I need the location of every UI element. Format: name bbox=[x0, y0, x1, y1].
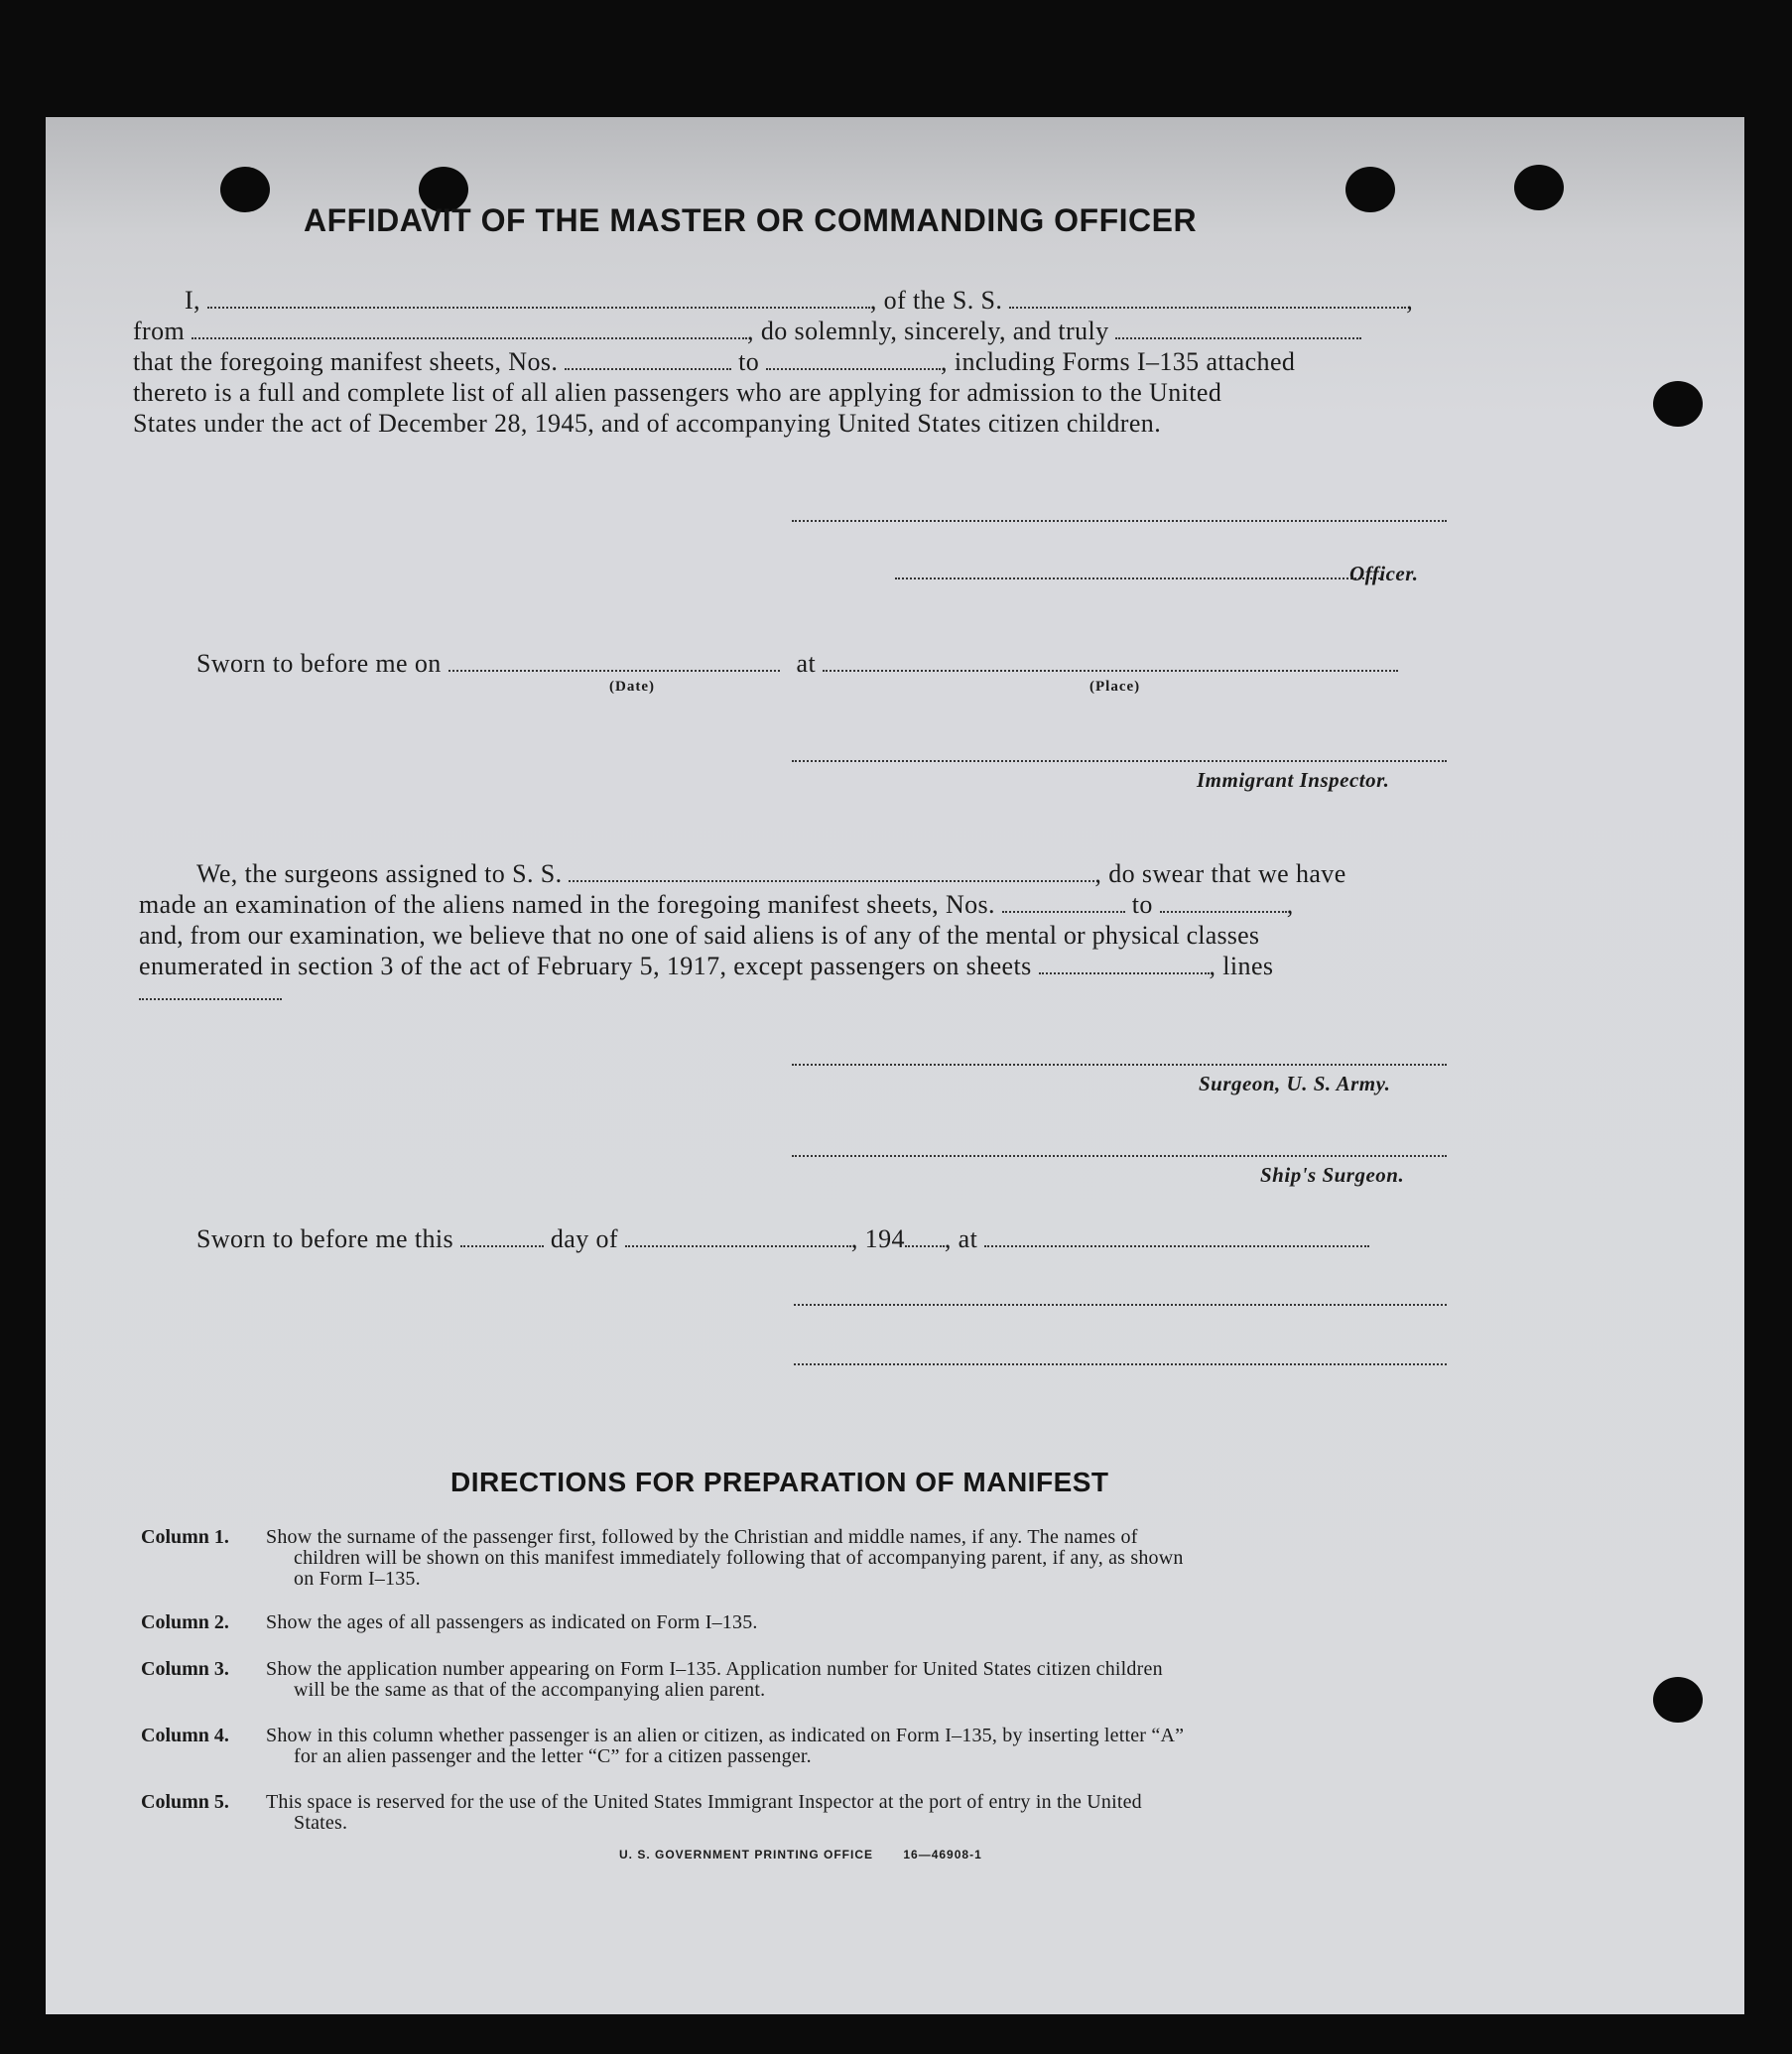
month-field[interactable] bbox=[625, 1227, 851, 1247]
affidavit-line-5: States under the act of December 28, 1945, and of accompanying United States citizen children. bbox=[133, 409, 1162, 438]
sheet-to-field[interactable] bbox=[766, 350, 941, 370]
lines-field[interactable] bbox=[139, 998, 282, 1000]
column-5-line-1: This space is reserved for the use of the United States Immigrant Inspector at the port of entry in the United bbox=[266, 1791, 1142, 1813]
sworn-before-line: Sworn to before me on at bbox=[196, 649, 1398, 679]
punch-hole bbox=[1653, 1677, 1703, 1723]
sworn-place-field[interactable] bbox=[823, 652, 1398, 672]
column-3-line-2: will be the same as that of the accompanying alien parent. bbox=[294, 1679, 766, 1701]
column-1-label: Column 1. bbox=[141, 1526, 229, 1548]
officer-signature-line-2[interactable] bbox=[895, 578, 1383, 579]
printer-imprint: U. S. GOVERNMENT PRINTING OFFICE 16—46908-1 bbox=[619, 1848, 982, 1861]
name-field[interactable] bbox=[207, 289, 870, 309]
punch-hole bbox=[1345, 167, 1395, 212]
oath-field[interactable] bbox=[1115, 320, 1361, 339]
army-surgeon-caption: Surgeon, U. S. Army. bbox=[1199, 1072, 1391, 1095]
date-caption: (Date) bbox=[609, 679, 655, 695]
column-4-label: Column 4. bbox=[141, 1725, 229, 1746]
port-field[interactable] bbox=[192, 320, 747, 339]
directions-title: DIRECTIONS FOR PREPARATION OF MANIFEST bbox=[450, 1467, 1109, 1497]
column-2-line-1: Show the ages of all passengers as indicated on Form I–135. bbox=[266, 1611, 758, 1633]
inspector-caption: Immigrant Inspector. bbox=[1197, 768, 1390, 792]
affidavit-line-3: that the foregoing manifest sheets, Nos. to , including Forms I–135 attached bbox=[133, 347, 1296, 376]
surgeons-line-4: enumerated in section 3 of the act of February 5, 1917, except passengers on sheets , lines bbox=[139, 952, 1274, 980]
inspector-signature-line[interactable] bbox=[792, 760, 1447, 762]
column-1-line-1: Show the surname of the passenger first, followed by the Christian and middle names, if any. The names of bbox=[266, 1526, 1138, 1548]
sworn-signature-line-1[interactable] bbox=[794, 1304, 1447, 1306]
column-2-label: Column 2. bbox=[141, 1611, 229, 1633]
sworn-place-field-2[interactable] bbox=[984, 1227, 1369, 1247]
day-field[interactable] bbox=[460, 1227, 544, 1247]
affidavit-line-2: from , do solemnly, sincerely, and truly bbox=[133, 317, 1361, 346]
place-caption: (Place) bbox=[1089, 679, 1141, 695]
officer-caption: Officer. bbox=[1349, 562, 1419, 585]
army-surgeon-signature-line[interactable] bbox=[792, 1064, 1447, 1066]
ship-name-field[interactable] bbox=[1009, 289, 1406, 309]
surgeon-sheet-to-field[interactable] bbox=[1160, 893, 1287, 913]
column-5-label: Column 5. bbox=[141, 1791, 229, 1813]
year-field[interactable] bbox=[905, 1227, 945, 1247]
surgeon-sheet-from-field[interactable] bbox=[1002, 893, 1125, 913]
sworn-date-field[interactable] bbox=[448, 652, 780, 672]
column-1-line-3: on Form I–135. bbox=[294, 1568, 421, 1590]
document-page bbox=[46, 117, 1744, 2014]
officer-signature-line-1[interactable] bbox=[792, 520, 1447, 522]
surgeons-line-2: made an examination of the aliens named in the foregoing manifest sheets, Nos. to , bbox=[139, 890, 1294, 919]
sheet-from-field[interactable] bbox=[565, 350, 731, 370]
column-1-line-2: children will be shown on this manifest immediately following that of accompanying parent, if any, as shown bbox=[294, 1547, 1184, 1569]
punch-hole bbox=[220, 167, 270, 212]
surgeons-line-1: We, the surgeons assigned to S. S. , do swear that we have bbox=[196, 859, 1346, 888]
affidavit-title: AFFIDAVIT OF THE MASTER OR COMMANDING OFFICER bbox=[304, 202, 1198, 238]
punch-hole bbox=[1514, 165, 1564, 210]
sworn-this-day-line: Sworn to before me this day of , 194 , at bbox=[196, 1224, 1369, 1254]
surgeons-line-3: and, from our examination, we believe that no one of said aliens is of any of the mental or physical classes bbox=[139, 921, 1260, 950]
affidavit-line-1: I, , of the S. S. , bbox=[185, 286, 1414, 315]
column-4-line-1: Show in this column whether passenger is an alien or citizen, as indicated on Form I–135, by inserting letter “A” bbox=[266, 1725, 1185, 1746]
column-4-line-2: for an alien passenger and the letter “C” for a citizen passenger. bbox=[294, 1745, 812, 1767]
surgeon-ship-field[interactable] bbox=[569, 862, 1094, 882]
ship-surgeon-caption: Ship's Surgeon. bbox=[1260, 1163, 1405, 1187]
except-sheets-field[interactable] bbox=[1039, 955, 1210, 974]
punch-hole bbox=[1653, 381, 1703, 427]
ship-surgeon-signature-line[interactable] bbox=[792, 1155, 1447, 1157]
column-3-line-1: Show the application number appearing on Form I–135. Application number for United States citizen children bbox=[266, 1658, 1163, 1680]
column-5-line-2: States. bbox=[294, 1812, 348, 1834]
column-3-label: Column 3. bbox=[141, 1658, 229, 1680]
affidavit-line-4: thereto is a full and complete list of all alien passengers who are applying for admission to the United bbox=[133, 378, 1222, 407]
sworn-signature-line-2[interactable] bbox=[794, 1363, 1447, 1365]
